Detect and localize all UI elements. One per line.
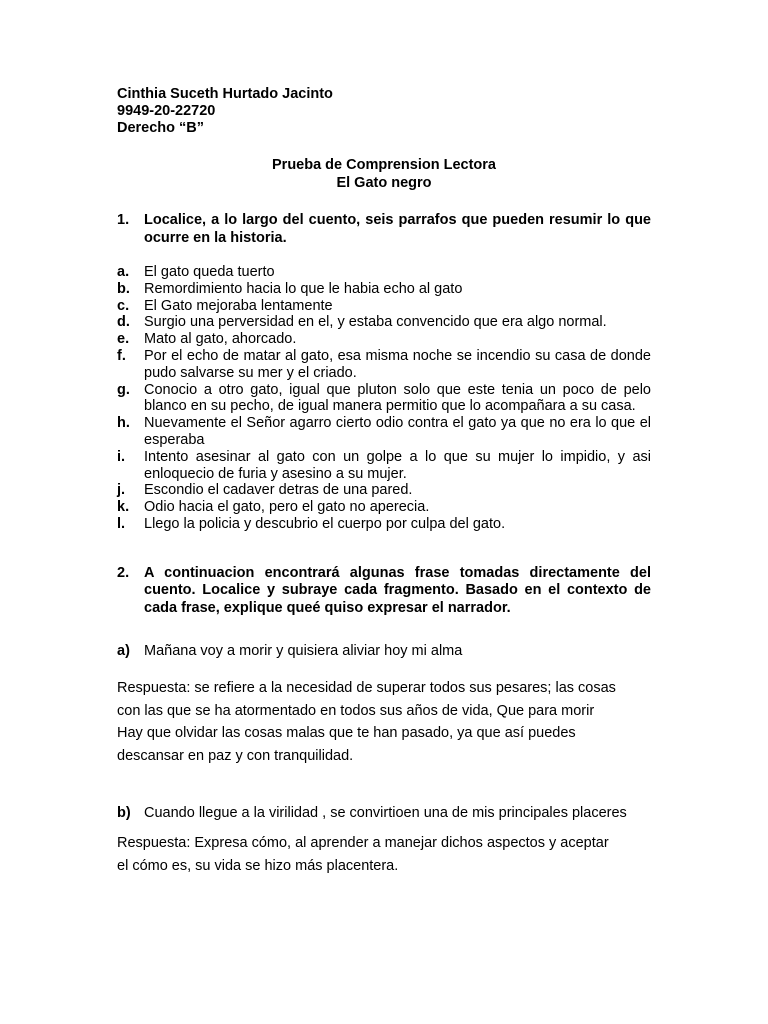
question-1-text: Localice, a lo largo del cuento, seis parrafos que pueden resumir lo que ocurre en la historia. xyxy=(144,212,651,246)
list-item-text: Por el echo de matar al gato, esa misma noche se incendio su casa de donde pudo salvarse su mer y el criado. xyxy=(144,347,651,381)
document-page xyxy=(117,86,651,877)
list-item-text: Llego la policia y descubrio el cuerpo por culpa del gato. xyxy=(144,515,506,532)
list-item-letter: a. xyxy=(117,264,130,280)
sub-question-b-phrase: Cuando llegue a la virilidad , se convirtioen una de mis principales placeres xyxy=(144,805,627,822)
list-item xyxy=(117,415,651,449)
list-item-letter: e. xyxy=(117,331,130,348)
answer-line: Hay que olvidar las cosas malas que te han pasado, ya que así puedes xyxy=(117,725,576,742)
list-item-letter: k. xyxy=(117,499,130,516)
student-name: Cinthia Suceth Hurtado Jacinto xyxy=(117,86,333,102)
list-item-letter: g. xyxy=(117,381,130,398)
list-item-letter: c. xyxy=(117,297,130,314)
list-item-text: Conocio a otro gato, igual que pluton solo que este tenia un poco de pelo blanco en su pecho, de igual manera permitio que lo acompañara a su casa. xyxy=(144,381,651,415)
list-item-text: Odio hacia el gato, pero el gato no aperecia. xyxy=(144,499,430,516)
list-item xyxy=(117,298,651,315)
list-item xyxy=(117,382,651,416)
list-item-letter: d. xyxy=(117,314,130,331)
title-line-2: El Gato negro xyxy=(336,175,432,191)
question-1-number: 1. xyxy=(117,212,130,228)
list-item-letter: f. xyxy=(117,347,126,364)
list-item xyxy=(117,482,651,499)
list-item-letter: b. xyxy=(117,280,130,297)
student-header xyxy=(117,86,651,137)
list-item xyxy=(117,449,651,483)
title-line-1: Prueba de Comprension Lectora xyxy=(272,157,496,173)
student-id: 9949-20-22720 xyxy=(117,103,216,119)
list-item-letter: h. xyxy=(117,415,130,432)
list-item-text: El gato queda tuerto xyxy=(144,264,275,280)
list-item xyxy=(117,264,651,281)
answer-line: Respuesta: Expresa cómo, al aprender a manejar dichos aspectos y aceptar xyxy=(117,835,609,852)
list-item xyxy=(117,499,651,516)
question-2 xyxy=(117,565,651,618)
sub-question-a-phrase: Mañana voy a morir y quisiera aliviar hoy mi alma xyxy=(144,643,463,660)
list-item xyxy=(117,331,651,348)
sub-question-a-letter: a) xyxy=(117,643,130,660)
list-item xyxy=(117,314,651,331)
sub-question-b-letter: b) xyxy=(117,805,131,822)
list-item xyxy=(117,348,651,382)
answer-line: Respuesta: se refiere a la necesidad de superar todos sus pesares; las cosas xyxy=(117,680,616,697)
list-item-text: Remordimiento hacia lo que le habia echo al gato xyxy=(144,280,463,297)
question-2-text: A continuacion encontrará algunas frase tomadas directamente del cuento. Localice y subraye cada fragmento. Basado en el contexto de cada frase, explique queé quiso expresar el narrador. xyxy=(144,564,651,616)
list-item-letter: j. xyxy=(117,482,126,499)
list-item xyxy=(117,516,651,533)
answer-line: descansar en paz y con tranquilidad. xyxy=(117,747,354,764)
question-1 xyxy=(117,212,651,247)
list-item-text: Escondio el cadaver detras de una pared. xyxy=(144,482,413,499)
list-item-text: El Gato mejoraba lentamente xyxy=(144,297,333,314)
answer-line: el cómo es, su vida se hizo más placentera. xyxy=(117,857,399,874)
question-2-number: 2. xyxy=(117,564,130,581)
list-item-letter: l. xyxy=(117,515,126,532)
sub-question-b xyxy=(117,802,651,824)
summary-list xyxy=(117,264,651,533)
answer-b xyxy=(117,832,651,877)
student-course: Derecho “B” xyxy=(117,120,205,136)
list-item-text: Mato al gato, ahorcado. xyxy=(144,331,297,348)
document-title xyxy=(117,156,651,192)
list-item-text: Surgio una perversidad en el, y estaba convencido que era algo normal. xyxy=(144,314,607,331)
list-item-text: Nuevamente el Señor agarro cierto odio contra el gato ya que no era lo que el esperaba xyxy=(144,415,651,448)
answer-line: con las que se ha atormentado en todos sus años de vida, Que para morir xyxy=(117,702,595,719)
list-item-letter: i. xyxy=(117,448,126,465)
list-item-text: Intento asesinar al gato con un golpe a lo que su mujer lo impidio, y asi enloquecio de furia y asesino a su mujer. xyxy=(144,448,651,482)
answer-a xyxy=(117,677,651,767)
sub-question-a xyxy=(117,640,651,662)
list-item xyxy=(117,281,651,298)
